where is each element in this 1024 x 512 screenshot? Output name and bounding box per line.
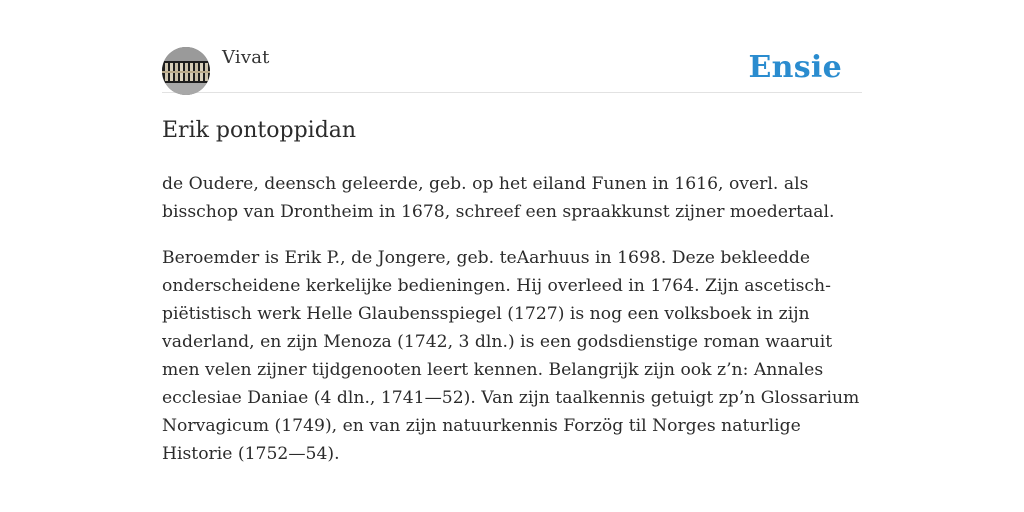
article-card bbox=[162, 40, 862, 468]
brand-logo[interactable]: Ensie bbox=[748, 50, 842, 85]
article-title: Erik pontoppidan bbox=[162, 118, 357, 143]
source-name[interactable]: Vivat bbox=[222, 47, 270, 68]
article-header bbox=[162, 40, 862, 93]
books-avatar-icon[interactable] bbox=[162, 47, 210, 95]
article-paragraph: Beroemder is Erik P., de Jongere, geb. teAarhuus in 1698. Deze bekleedde onderscheidene kerkelijke bedieningen. Hij overleed in 1764. Zijn ascetisch-piëtistisch werk Helle Glaubensspiegel (1727) is nog een volksboek in zijn vaderland, en zijn Menoza (1742, 3 dln.) is een godsdienstige roman waaruit men velen zijner tijdgenooten leert kennen. Belangrijk zijn ook z’n: Annales ecclesiae Daniae (4 dln., 1741—52). Van zijn taalkennis getuigt zp’n Glossarium Norvagicum (1749), en van zijn natuurkennis Forzög til Norges naturlige Historie (1752—54). bbox=[162, 248, 860, 464]
article-paragraph: de Oudere, deensch geleerde, geb. op het eiland Funen in 1616, overl. als bisschop van Drontheim in 1678, schreef een spraakkunst zijner moedertaal. bbox=[162, 174, 835, 222]
